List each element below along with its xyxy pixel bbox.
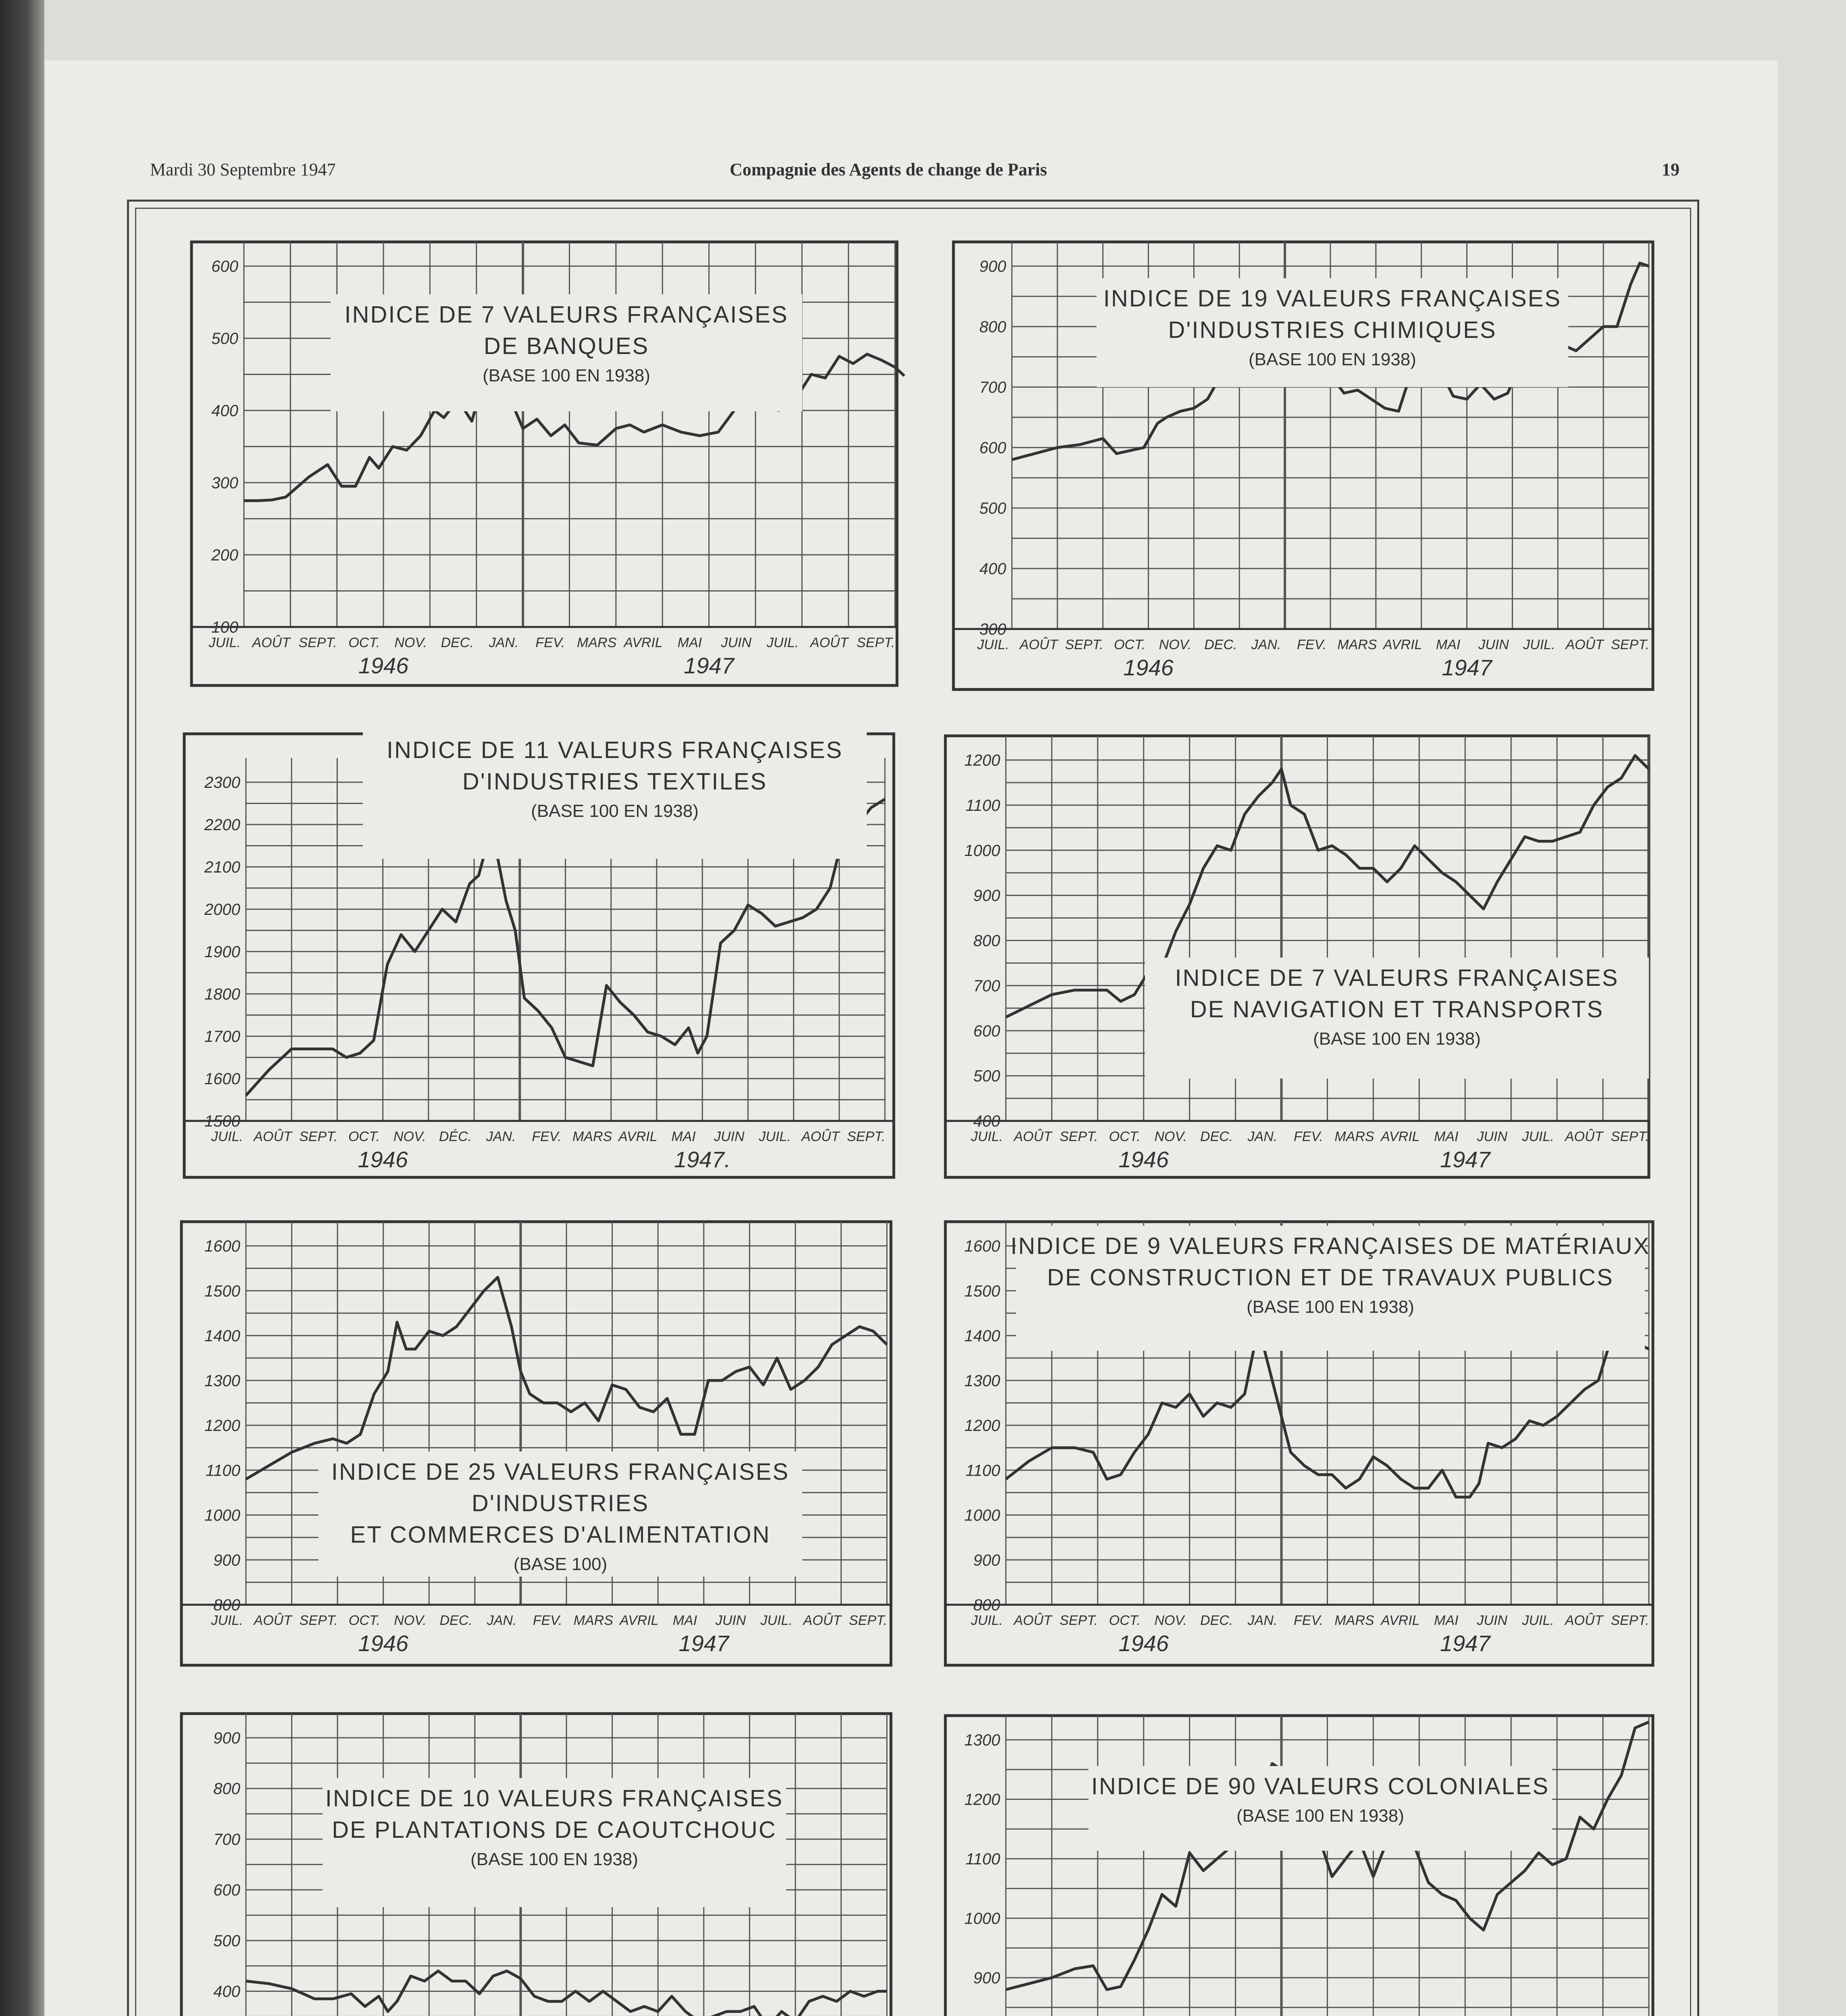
- x-tick-label: SEPT.: [1611, 1129, 1649, 1144]
- x-tick-label: MARS: [577, 635, 617, 650]
- y-tick-label: 500: [211, 330, 238, 348]
- y-tick-label: 800: [213, 1596, 240, 1614]
- y-tick-label: 800: [213, 1780, 240, 1798]
- x-tick-label: JUIL.: [760, 1613, 793, 1628]
- chart-subtitle: (BASE 100 EN 1938): [1249, 350, 1416, 369]
- y-tick-label: 1200: [964, 1417, 1000, 1435]
- year-label-1946: 1946: [1118, 1147, 1169, 1172]
- x-tick-label: SEPT.: [1065, 637, 1103, 652]
- x-tick-label: JUIL.: [211, 1129, 243, 1144]
- y-tick-label: 600: [979, 439, 1006, 457]
- x-tick-label: SEPT.: [299, 1129, 338, 1144]
- chart-title-line: INDICE DE 11 VALEURS FRANÇAISES: [387, 737, 843, 763]
- year-label-1947: 1947: [1440, 1631, 1490, 1656]
- chart-title-line: DE NAVIGATION ET TRANSPORTS: [1190, 996, 1604, 1023]
- y-tick-label: 1000: [204, 1506, 240, 1524]
- x-tick-label: FEV.: [1294, 1129, 1324, 1144]
- page-date: Mardi 30 Septembre 1947: [150, 160, 336, 179]
- x-tick-label: NOV.: [1154, 1613, 1187, 1628]
- y-tick-label: 800: [979, 318, 1006, 336]
- x-tick-label: DEC.: [1204, 637, 1237, 652]
- y-tick-label: 700: [979, 379, 1006, 396]
- x-tick-label: AVRIL: [1383, 637, 1422, 652]
- chart-title-line: ET COMMERCES D'ALIMENTATION: [350, 1522, 771, 1548]
- x-tick-label: AVRIL: [620, 1613, 659, 1628]
- chart-panel-3: [184, 730, 894, 1177]
- x-tick-label: JUIL.: [759, 1129, 791, 1144]
- chart-subtitle: (BASE 100 EN 1938): [531, 801, 699, 821]
- y-tick-label: 600: [211, 258, 238, 275]
- y-tick-label: 900: [973, 887, 1000, 905]
- x-tick-label: JUIN: [1478, 637, 1509, 652]
- x-tick-label: MAI: [671, 1129, 696, 1144]
- x-tick-label: MARS: [1334, 1613, 1374, 1628]
- y-tick-label: 1800: [204, 985, 240, 1003]
- publication-title: Compagnie des Agents de change de Paris: [730, 160, 1047, 179]
- x-tick-label: JAN.: [486, 1129, 516, 1144]
- x-tick-label: NOV.: [394, 635, 427, 650]
- chart-title-line: D'INDUSTRIES: [471, 1490, 649, 1516]
- x-tick-label: FEV.: [533, 1613, 562, 1628]
- x-tick-label: MARS: [573, 1613, 613, 1628]
- chart-panel-2: [953, 242, 1653, 689]
- y-tick-label: 800: [973, 932, 1000, 950]
- x-tick-label: SEPT.: [847, 1129, 885, 1144]
- y-tick-label: 400: [211, 402, 238, 420]
- x-tick-label: NOV.: [1154, 1129, 1187, 1144]
- y-tick-label: 1600: [204, 1070, 240, 1088]
- chart-border: [945, 736, 1649, 1177]
- y-tick-label: 1600: [964, 1237, 1000, 1255]
- x-tick-label: AVRIL: [618, 1129, 658, 1144]
- x-tick-label: JUIL.: [971, 1129, 1003, 1144]
- year-label-1946: 1946: [1123, 655, 1174, 680]
- y-tick-label: 400: [973, 1112, 1000, 1130]
- x-tick-label: AOÛT: [1020, 637, 1058, 652]
- y-tick-label: 1000: [964, 841, 1000, 860]
- chart-subtitle: (BASE 100 EN 1938): [1313, 1029, 1481, 1049]
- chart-panel-1: [191, 242, 904, 685]
- x-tick-label: JUIL.: [766, 635, 799, 650]
- chart-title-line: INDICE DE 9 VALEURS FRANÇAISES DE MATÉRIAUX: [1010, 1233, 1650, 1259]
- y-tick-label: 2000: [204, 901, 240, 918]
- x-tick-label: SEPT.: [298, 635, 337, 650]
- y-tick-label: 100: [211, 619, 238, 636]
- x-tick-label: SEPT.: [1059, 1613, 1098, 1628]
- x-tick-label: DEC.: [1200, 1613, 1233, 1628]
- x-tick-label: DÉC.: [439, 1129, 472, 1144]
- x-tick-label: JUIN: [715, 1613, 746, 1628]
- x-tick-label: AOÛT: [1565, 637, 1604, 652]
- x-tick-label: AOÛT: [1014, 1613, 1052, 1628]
- x-tick-label: AOÛT: [1565, 1613, 1603, 1628]
- x-tick-label: AOÛT: [801, 1129, 840, 1144]
- year-label-1946: 1946: [358, 653, 409, 678]
- y-tick-label: 900: [213, 1729, 240, 1747]
- x-tick-label: NOV.: [1159, 637, 1192, 652]
- x-tick-label: SEPT.: [1611, 637, 1650, 652]
- x-tick-label: JAN.: [1247, 1129, 1278, 1144]
- x-tick-label: JUIL.: [211, 1613, 243, 1628]
- x-tick-label: SEPT.: [1611, 1613, 1649, 1628]
- x-tick-label: JUIL.: [977, 637, 1009, 652]
- y-tick-label: 1600: [204, 1237, 240, 1255]
- year-label-1947: 1947: [1440, 1147, 1490, 1172]
- x-tick-label: OCT.: [1109, 1613, 1140, 1628]
- x-tick-label: OCT.: [348, 1613, 380, 1628]
- chart-panel-6: [945, 1222, 1653, 1665]
- chart-subtitle: (BASE 100 EN 1938): [470, 1849, 638, 1869]
- x-tick-label: SEPT.: [849, 1613, 887, 1628]
- chart-panel-7: [181, 1714, 891, 2016]
- x-tick-label: FEV.: [1297, 637, 1327, 652]
- chart-title-line: D'INDUSTRIES CHIMIQUES: [1168, 317, 1497, 343]
- y-tick-label: 300: [211, 474, 238, 492]
- x-tick-label: JAN.: [1247, 1613, 1278, 1628]
- y-tick-label: 1300: [964, 1731, 1000, 1749]
- y-tick-label: 1100: [965, 1850, 1000, 1868]
- x-tick-label: FEV.: [532, 1129, 562, 1144]
- x-tick-label: OCT.: [348, 635, 380, 650]
- x-tick-label: MARS: [572, 1129, 612, 1144]
- y-tick-label: 900: [973, 1551, 1000, 1569]
- y-tick-label: 900: [213, 1551, 240, 1569]
- x-tick-label: MARS: [1334, 1129, 1374, 1144]
- x-tick-label: DEC.: [441, 635, 474, 650]
- x-tick-label: AOÛT: [252, 635, 290, 650]
- x-tick-label: MAI: [1436, 637, 1461, 652]
- year-label-1946: 1946: [1118, 1631, 1169, 1656]
- year-label-1947: 1947: [678, 1631, 729, 1656]
- x-tick-label: AOÛT: [1565, 1129, 1603, 1144]
- chart-title-line: INDICE DE 19 VALEURS FRANÇAISES: [1103, 285, 1562, 312]
- y-tick-label: 1300: [204, 1372, 240, 1390]
- x-tick-label: NOV.: [394, 1613, 427, 1628]
- y-tick-label: 1000: [964, 1506, 1000, 1524]
- x-tick-label: JUIL.: [1522, 1613, 1554, 1628]
- y-tick-label: 1100: [965, 796, 1000, 814]
- x-tick-label: AVRIL: [624, 635, 663, 650]
- y-tick-label: 600: [213, 1881, 240, 1899]
- y-tick-label: 500: [213, 1932, 240, 1950]
- y-tick-label: 600: [973, 1022, 1000, 1040]
- y-tick-label: 300: [979, 621, 1006, 638]
- y-tick-label: 2100: [204, 858, 240, 876]
- year-label-1947: 1947: [1442, 655, 1492, 680]
- x-tick-label: OCT.: [348, 1129, 380, 1144]
- x-tick-label: AOÛT: [1014, 1129, 1052, 1144]
- chart-panel-4: [945, 736, 1649, 1177]
- x-tick-label: SEPT.: [1059, 1129, 1098, 1144]
- x-tick-label: OCT.: [1114, 637, 1146, 652]
- x-tick-label: NOV.: [393, 1129, 426, 1144]
- x-tick-label: AOÛT: [254, 1613, 292, 1628]
- chart-title-line: D'INDUSTRIES TEXTILES: [462, 768, 768, 795]
- x-tick-label: JUIL.: [971, 1613, 1003, 1628]
- x-tick-label: JUIL.: [1522, 1129, 1554, 1144]
- x-tick-label: SEPT.: [299, 1613, 338, 1628]
- x-tick-label: JAN.: [487, 1613, 517, 1628]
- chart-title-line: INDICE DE 10 VALEURS FRANÇAISES: [325, 1785, 784, 1812]
- x-tick-label: MAI: [672, 1613, 697, 1628]
- x-tick-label: JAN.: [489, 635, 519, 650]
- chart-subtitle: (BASE 100 EN 1938): [1247, 1297, 1414, 1317]
- x-tick-label: AVRIL: [1381, 1613, 1420, 1628]
- year-label-1947: 1947.: [674, 1147, 731, 1172]
- year-label-1946: 1946: [358, 1147, 408, 1172]
- chart-subtitle: (BASE 100): [513, 1554, 608, 1574]
- y-tick-label: 1500: [204, 1112, 240, 1130]
- y-tick-label: 700: [973, 977, 1000, 995]
- y-tick-label: 1500: [964, 1282, 1000, 1300]
- chart-panel-8: [945, 1716, 1653, 2016]
- y-tick-label: 400: [979, 560, 1006, 578]
- x-tick-label: JUIL.: [208, 635, 241, 650]
- chart-title-line: DE CONSTRUCTION ET DE TRAVAUX PUBLICS: [1047, 1264, 1614, 1291]
- x-tick-label: FEV.: [535, 635, 565, 650]
- chart-title-line: INDICE DE 90 VALEURS COLONIALES: [1091, 1773, 1550, 1799]
- y-tick-label: 1100: [205, 1462, 240, 1480]
- y-tick-label: 700: [213, 1831, 240, 1849]
- chart-title-line: DE PLANTATIONS DE CAOUTCHOUC: [332, 1817, 777, 1843]
- x-tick-label: JUIN: [1477, 1129, 1508, 1144]
- y-tick-label: 1700: [204, 1028, 240, 1045]
- x-tick-label: JAN.: [1251, 637, 1281, 652]
- x-tick-label: AOÛT: [803, 1613, 841, 1628]
- x-tick-label: JUIN: [721, 635, 752, 650]
- chart-title-line: DE BANQUES: [483, 333, 649, 359]
- x-tick-label: MAI: [677, 635, 702, 650]
- x-tick-label: DEC.: [1200, 1129, 1233, 1144]
- y-tick-label: 1100: [965, 1462, 1000, 1480]
- y-tick-label: 900: [979, 258, 1006, 275]
- y-tick-label: 200: [211, 546, 238, 564]
- y-tick-label: 1500: [204, 1282, 240, 1300]
- y-tick-label: 900: [973, 1969, 1000, 1987]
- chart-panel-5: [181, 1222, 891, 1665]
- x-tick-label: OCT.: [1109, 1129, 1140, 1144]
- y-tick-label: 2200: [204, 816, 240, 834]
- chart-border: [181, 1222, 891, 1665]
- x-tick-label: JUIL.: [1523, 637, 1555, 652]
- y-tick-label: 1200: [964, 752, 1000, 769]
- chart-title-line: INDICE DE 7 VALEURS FRANÇAISES: [344, 302, 789, 328]
- x-tick-label: DEC.: [439, 1613, 472, 1628]
- y-tick-label: 1400: [204, 1327, 240, 1345]
- year-label-1947: 1947: [684, 653, 734, 678]
- y-tick-label: 1200: [964, 1791, 1000, 1809]
- y-tick-label: 500: [973, 1067, 1000, 1085]
- x-tick-label: AOÛT: [810, 635, 849, 650]
- y-tick-label: 1400: [964, 1327, 1000, 1345]
- y-tick-label: 1300: [964, 1372, 1000, 1390]
- x-tick-label: MARS: [1337, 637, 1377, 652]
- y-tick-label: 2300: [204, 774, 240, 791]
- chart-title-line: INDICE DE 7 VALEURS FRANÇAISES: [1175, 965, 1619, 991]
- x-tick-label: FEV.: [1294, 1613, 1324, 1628]
- y-tick-label: 1000: [964, 1910, 1000, 1928]
- chart-subtitle: (BASE 100 EN 1938): [483, 366, 650, 385]
- y-tick-label: 400: [213, 1983, 240, 2001]
- y-tick-label: 800: [973, 1596, 1000, 1614]
- y-tick-label: 1900: [204, 943, 240, 961]
- chart-title-line: INDICE DE 25 VALEURS FRANÇAISES: [331, 1459, 790, 1485]
- x-tick-label: AVRIL: [1381, 1129, 1420, 1144]
- x-tick-label: MAI: [1434, 1613, 1459, 1628]
- x-tick-label: AOÛT: [254, 1129, 292, 1144]
- y-tick-label: 1200: [204, 1417, 240, 1435]
- chart-subtitle: (BASE 100 EN 1938): [1236, 1806, 1404, 1826]
- x-tick-label: JUIN: [714, 1129, 745, 1144]
- x-tick-label: JUIN: [1477, 1613, 1508, 1628]
- x-tick-label: SEPT.: [856, 635, 895, 650]
- x-tick-label: MAI: [1434, 1129, 1459, 1144]
- year-label-1946: 1946: [358, 1631, 409, 1656]
- page-number: 19: [1662, 160, 1680, 179]
- y-tick-label: 500: [979, 500, 1006, 517]
